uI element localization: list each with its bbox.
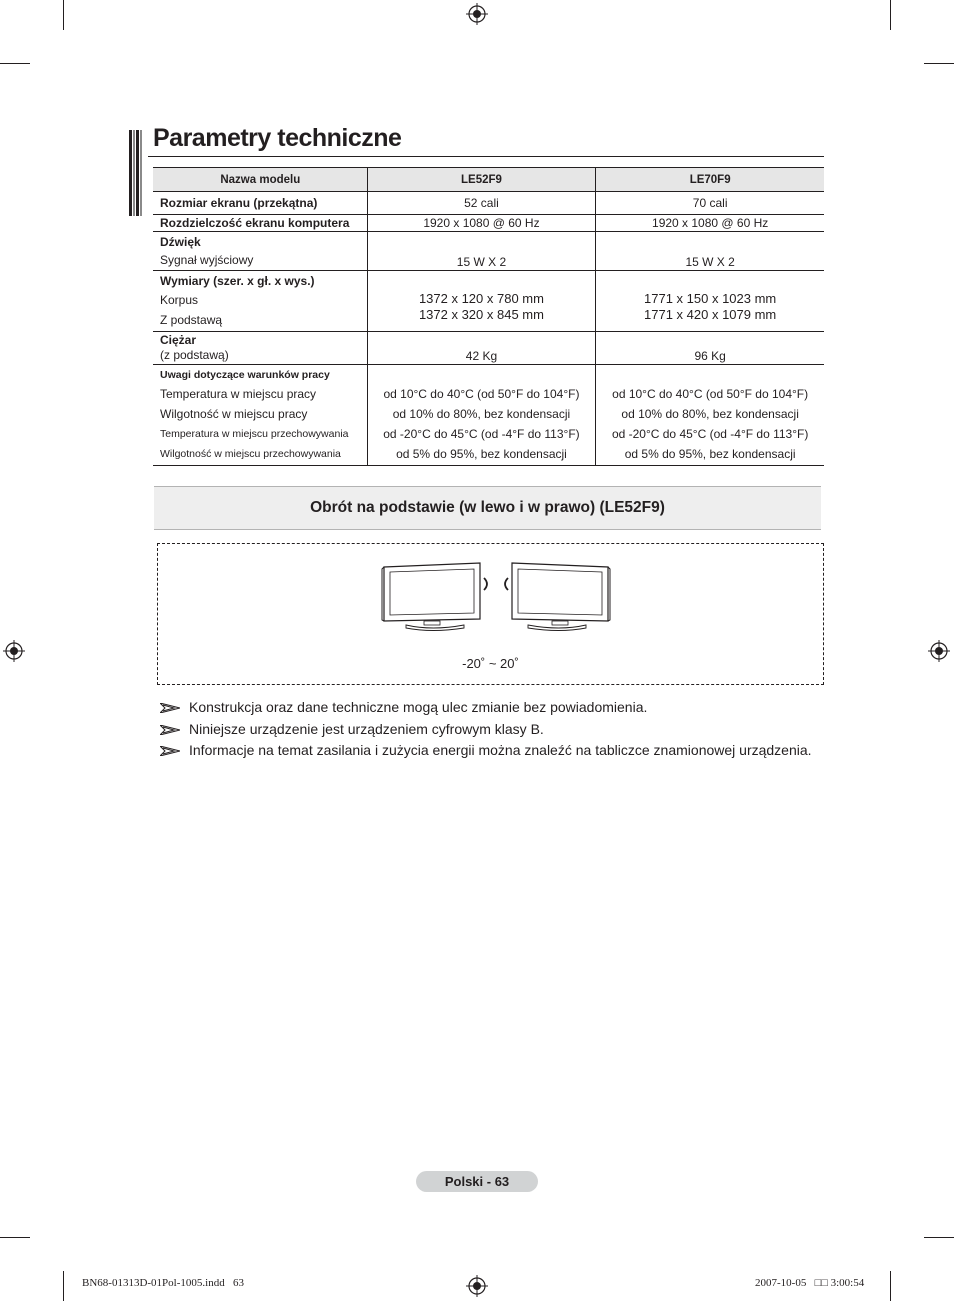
table-row (153, 232, 824, 271)
storage-humidity-label: Wilgotność w miejscu przechowywania (160, 448, 341, 460)
screen-size-label: Rozmiar ekranu (przekątna) (160, 196, 318, 210)
crop-mark (890, 0, 891, 30)
table-row (153, 271, 824, 332)
list-item (160, 697, 812, 719)
weight-label: Ciężar (160, 333, 197, 347)
list-item (160, 719, 812, 741)
notes-list (160, 697, 812, 762)
table-cell: 1920 x 1080 @ 60 Hz (596, 215, 824, 232)
registration-mark-icon (3, 640, 25, 662)
crop-mark (0, 63, 30, 64)
operating-humidity-label: Wilgotność w miejscu pracy (160, 407, 308, 421)
table-row (153, 332, 824, 365)
title-divider (148, 156, 824, 157)
arrow-bullet-icon (160, 703, 180, 713)
model-le52f9-header: LE52F9 (367, 168, 596, 192)
table-cell: od 10°C do 40°C (od 50°F do 104°F) (383, 387, 580, 401)
table-cell: 1771 x 150 x 1023 mm (644, 290, 777, 306)
dimensions-body-label: Korpus (160, 293, 199, 307)
arrow-bullet-icon (160, 725, 180, 735)
table-cell: 15 W X 2 (596, 232, 824, 271)
title-decoration-bar (129, 130, 143, 216)
table-cell: 42 Kg (367, 332, 596, 365)
swivel-range-label: -20˚ ~ 20˚ (462, 656, 519, 671)
table-header-row (153, 168, 824, 192)
page-title: Parametry techniczne (153, 124, 402, 152)
table-cell: od 10% do 80%, bez kondensacji (621, 407, 799, 421)
table-cell: od 10% do 80%, bez kondensacji (392, 407, 571, 421)
sound-output-label: Sygnał wyjściowy (160, 253, 254, 267)
table-cell: 70 cali (596, 192, 824, 215)
dimensions-label: Wymiary (szer. x gł. x wys.) (160, 274, 315, 288)
sound-label: Dźwięk (160, 235, 201, 249)
table-cell: 1372 x 120 x 780 mm (418, 290, 544, 306)
crop-mark (924, 1237, 954, 1238)
environment-label: Uwagi dotyczące warunków pracy (160, 369, 330, 381)
page-number: Polski - 63 (416, 1171, 538, 1192)
arrow-bullet-icon (160, 746, 180, 756)
table-cell: od 5% do 95%, bez kondensacji (396, 447, 567, 461)
table-cell: 1920 x 1080 @ 60 Hz (367, 215, 596, 232)
footer-filename: BN68-01313D-01Pol-1005.indd 63 (82, 1277, 244, 1289)
note-text: Informacje na temat zasilania i zużycia energii można znaleźć na tabliczce znamionowej urządzenia. (189, 742, 812, 758)
footer-timestamp: 2007-10-05 □□ 3:00:54 (755, 1277, 865, 1289)
table-cell: od -20°C do 45°C (od -4°F do 113°F) (383, 427, 580, 441)
table-row (153, 192, 824, 215)
table-cell: 96 Kg (596, 332, 824, 365)
registration-mark-icon (928, 640, 950, 662)
table-row (153, 215, 824, 232)
swivel-section-heading: Obrót na podstawie (w lewo i w prawo) (LE52F9) (154, 486, 821, 530)
tv-swivel-illustration (380, 559, 612, 634)
table-cell: 1771 x 420 x 1079 mm (644, 306, 777, 322)
registration-mark-icon (466, 1275, 488, 1297)
table-cell: od 5% do 95%, bez kondensacji (624, 447, 796, 461)
crop-mark (0, 1237, 30, 1238)
table-cell: 52 cali (367, 192, 596, 215)
model-le70f9-header: LE70F9 (596, 168, 824, 192)
table-cell: 15 W X 2 (367, 232, 596, 271)
operating-temperature-label: Temperatura w miejscu pracy (160, 387, 317, 401)
table-cell: od -20°C do 45°C (od -4°F do 113°F) (611, 427, 809, 441)
table-cell: 1372 x 320 x 845 mm (418, 306, 544, 322)
dimensions-stand-label: Z podstawą (160, 313, 223, 327)
table-row (153, 365, 824, 466)
swivel-diagram (157, 543, 824, 685)
specifications-table (153, 167, 824, 466)
crop-mark (63, 0, 64, 30)
model-name-label: Nazwa modelu (153, 168, 367, 192)
pc-resolution-label: Rozdzielczość ekranu komputera (160, 216, 350, 230)
note-text: Niniejsze urządzenie jest urządzeniem cyfrowym klasy B. (189, 720, 544, 737)
registration-mark-icon (466, 3, 488, 25)
crop-mark (890, 1271, 891, 1301)
table-cell: od 10°C do 40°C (od 50°F do 104°F) (612, 387, 809, 401)
crop-mark (924, 63, 954, 64)
list-item (160, 740, 812, 762)
crop-mark (63, 1271, 64, 1301)
weight-stand-label: (z podstawą) (160, 348, 229, 362)
note-text: Konstrukcja oraz dane techniczne mogą ulec zmianie bez powiadomienia. (189, 699, 648, 715)
storage-temperature-label: Temperatura w miejscu przechowywania (160, 428, 349, 440)
